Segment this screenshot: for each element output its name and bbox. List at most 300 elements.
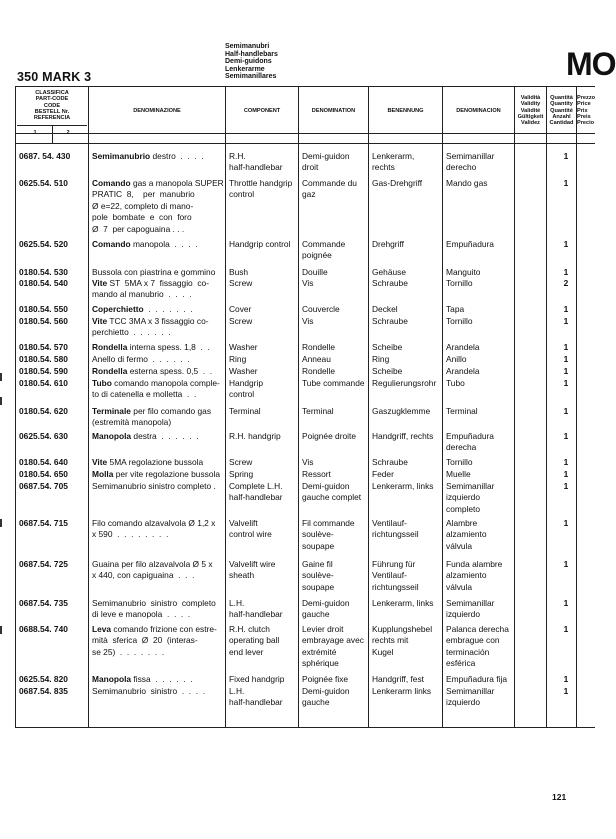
spanish-line: Muelle (446, 469, 471, 479)
spanish-line: alzamiento (446, 529, 487, 540)
german-line: Feder (372, 469, 394, 479)
header-bottom-rule (15, 133, 595, 134)
italian-description (92, 559, 213, 582)
german-description (372, 239, 404, 250)
spanish-line: derecha (446, 442, 477, 453)
english-description (229, 518, 272, 541)
spanish-description (446, 624, 509, 670)
english-line: Spring (229, 469, 254, 479)
french-line: embrayage avec (302, 635, 364, 646)
german-description (372, 624, 432, 658)
italian-line: per filo comando gas (130, 406, 212, 416)
quantity-value: 2 (563, 278, 569, 288)
english-description (229, 431, 281, 442)
quantity-value: 1 (563, 366, 569, 376)
col-rule-3 (298, 86, 299, 727)
col-header-code: CLASSIFICA PART-CODE CODE BESTELL Nr. REFERENCIA (33, 90, 71, 122)
english-description (229, 406, 261, 417)
english-line: Screw (229, 278, 253, 288)
german-line: Drehgriff (372, 239, 404, 249)
spanish-line: Mando gas (446, 178, 488, 188)
italian-keyword: Rondella (92, 366, 128, 376)
italian-line: Semimanubrio sinistro completo . (92, 481, 216, 491)
italian-line: perchietto . . . . . . (92, 327, 171, 338)
binding-mark (0, 519, 2, 527)
italian-line: comando manopola comple- (111, 378, 220, 388)
col-header-validity: Validità Validity Validité Gültigkeit Validez (517, 95, 544, 127)
german-line: Gas-Drehgriff (372, 178, 423, 188)
italian-line: Bussola con piastrina e gommino (92, 267, 216, 277)
spanish-line: Funda alambre (446, 559, 503, 569)
spanish-line: Manguito (446, 267, 481, 277)
italian-description (92, 598, 216, 621)
english-line: R.H. (229, 151, 246, 161)
spanish-description (446, 178, 487, 189)
german-line: Ventilauf- (372, 518, 407, 528)
spanish-line: Terminal (446, 406, 478, 416)
english-line: Screw (229, 316, 253, 326)
italian-description (92, 267, 215, 278)
german-description (372, 559, 419, 593)
german-description (372, 354, 389, 365)
code-sub-divider (52, 125, 53, 143)
spanish-line: Empuñadura fija (446, 674, 507, 684)
english-description (229, 598, 283, 621)
part-code: 0180.54. 540 (19, 278, 68, 288)
italian-keyword: Molla (92, 469, 114, 479)
german-description (372, 342, 402, 353)
english-line: Washer (229, 342, 258, 352)
german-line: richtungsseil (372, 529, 419, 540)
german-line: Gaszugklemme (372, 406, 431, 416)
part-code: 0687.54. 715 (19, 518, 68, 528)
italian-line: mità sferica Ø 20 (interas- (92, 635, 198, 646)
french-line: gauche (302, 609, 330, 620)
col-header-french: DENOMINATION (311, 108, 356, 114)
italian-description (92, 278, 209, 301)
spanish-description (446, 559, 502, 593)
spanish-description (446, 366, 480, 377)
italian-description (92, 304, 193, 315)
french-description (302, 239, 345, 262)
part-code: 0180.54. 620 (19, 406, 68, 416)
italian-description (92, 469, 220, 480)
german-description (372, 378, 436, 389)
english-description (229, 342, 258, 353)
italian-line: x 590 . . . . . . . . (92, 529, 169, 540)
title-it: Semimanubri (225, 43, 270, 50)
part-code: 0180.54. 560 (19, 316, 68, 326)
german-description (372, 457, 408, 468)
col-header-code-sub-2: 2 (66, 130, 70, 136)
quantity-value: 1 (563, 304, 569, 314)
german-line: Ventilauf- (372, 570, 407, 581)
col-header-english: COMPONENT (243, 108, 281, 114)
spanish-description (446, 278, 473, 289)
french-line: Levier droit (302, 624, 344, 634)
english-line: R.H. handgrip (229, 431, 281, 441)
col-rule-6 (514, 86, 515, 727)
quantity-value: 1 (563, 267, 569, 277)
italian-keyword: Coperchietto (92, 304, 144, 314)
german-line: Lenkerarm, links (372, 481, 434, 491)
model-name: 350 MARK 3 (17, 70, 92, 84)
part-code: 0180.54. 640 (19, 457, 68, 467)
italian-description (92, 178, 224, 235)
italian-line: x 440, con capiguaina . . . (92, 570, 195, 581)
brand-logo-text: MO (566, 46, 616, 82)
french-description (302, 518, 355, 552)
spanish-line: completo (446, 503, 480, 514)
german-line: richtungsseil (372, 581, 419, 592)
binding-mark (0, 397, 2, 405)
french-line: Douille (302, 267, 328, 277)
part-code: 0180.54. 580 (19, 354, 68, 364)
english-line: control (229, 389, 255, 400)
english-line: half-handlebar (229, 492, 283, 503)
part-code: 0687.54. 735 (19, 598, 68, 608)
italian-description (92, 151, 204, 162)
english-description (229, 354, 246, 365)
german-description (372, 278, 408, 289)
french-description (302, 406, 334, 417)
german-description (372, 304, 398, 315)
german-line: Deckel (372, 304, 398, 314)
italian-description (92, 378, 220, 401)
italian-description (92, 686, 205, 697)
french-line: Vis (302, 278, 314, 288)
english-description (229, 469, 253, 480)
french-line: Tube commande (302, 378, 365, 388)
italian-line: PRATIC 8, per manubrio (92, 189, 195, 200)
quantity-value: 1 (563, 674, 569, 684)
spanish-description (446, 431, 494, 454)
italian-description (92, 406, 211, 429)
italian-keyword: Comando (92, 178, 131, 188)
part-code: 0625.54. 820 (19, 674, 68, 684)
spanish-line: Semimanillar (446, 151, 495, 161)
english-description (229, 674, 284, 685)
spanish-line: izquierdo (446, 697, 480, 708)
french-line: Commande (302, 239, 346, 249)
german-line: Scheibe (372, 366, 403, 376)
french-line: extrémité (302, 646, 337, 657)
col-header-german: BENENNUNG (387, 108, 424, 114)
spanish-line: izquierdo (446, 492, 480, 503)
english-line: control wire (229, 529, 272, 540)
italian-description (92, 457, 203, 468)
french-line: Poignée fixe (302, 674, 349, 684)
english-line: control (229, 189, 255, 200)
spanish-description (446, 457, 473, 468)
french-description (302, 316, 313, 327)
col-rule-1 (88, 86, 89, 727)
italian-keyword: Vite (92, 278, 108, 288)
italian-keyword: Tubo (92, 378, 112, 388)
spanish-description (446, 518, 487, 552)
german-description (372, 674, 424, 685)
italian-line: ST 5MA x 7 fissaggio co- (107, 278, 210, 288)
part-code: 0180.54. 570 (19, 342, 68, 352)
german-description (372, 431, 433, 442)
italian-keyword: Terminale (92, 406, 131, 416)
french-description (302, 686, 349, 709)
english-description (229, 239, 290, 250)
french-line: sphérique (302, 658, 339, 669)
spanish-description (446, 598, 494, 621)
quantity-value: 1 (563, 598, 569, 608)
english-line: Handgrip control (229, 239, 291, 249)
italian-description (92, 316, 209, 339)
spanish-line: izquierdo (446, 609, 480, 620)
italian-line: fissa . . . . . . (131, 674, 193, 684)
quantity-value: 1 (563, 316, 569, 326)
part-code: 0687.54. 725 (19, 559, 68, 569)
italian-description (92, 366, 212, 377)
french-description (302, 674, 348, 685)
italian-description (92, 342, 210, 353)
part-code: 0688.54. 740 (19, 624, 68, 634)
italian-line: manopola . . . . (130, 239, 198, 249)
french-line: Vis (302, 316, 314, 326)
german-line: rechts (372, 162, 395, 173)
french-description (302, 267, 328, 278)
spanish-line: terminación (446, 646, 490, 657)
french-description (302, 366, 335, 377)
spanish-line: Alambre (446, 518, 478, 528)
quantity-value: 1 (563, 624, 569, 634)
english-line: Bush (229, 267, 249, 277)
french-line: soulève- (302, 529, 334, 540)
title-fr: Demi-guidons (225, 58, 272, 66)
french-line: Demi-guidon (302, 686, 350, 696)
italian-line: mando al manubrio . . . . (92, 289, 192, 300)
italian-keyword: Comando (92, 239, 131, 249)
spanish-line: Tornillo (446, 278, 473, 288)
section-title-list (225, 43, 278, 81)
french-line: Rondelle (302, 342, 336, 352)
french-line: soupape (302, 581, 335, 592)
quantity-value: 1 (563, 354, 569, 364)
italian-line: Ø e=22, completo di mano- (92, 200, 194, 211)
italian-keyword: Vite (92, 316, 108, 326)
english-description (229, 481, 283, 504)
french-description (302, 342, 335, 353)
french-description (302, 469, 331, 480)
french-line: Demi-guidon (302, 481, 350, 491)
french-line: gaz (302, 189, 316, 200)
german-line: Schraube (372, 278, 408, 288)
german-description (372, 267, 406, 278)
italian-line: se 25) . . . . . . . (92, 646, 165, 657)
quantity-value: 1 (563, 178, 569, 188)
italian-line: Semimanubrio sinistro . . . . (92, 686, 206, 696)
spanish-description (446, 239, 494, 250)
english-line: Valvelift wire (229, 559, 276, 569)
german-description (372, 481, 433, 492)
italian-description (92, 481, 216, 492)
french-line: Demi-guidon (302, 151, 350, 161)
spanish-description (446, 469, 471, 480)
french-line: soupape (302, 540, 335, 551)
spanish-line: válvula (446, 540, 473, 551)
german-line: Führung für (372, 559, 416, 569)
german-line: Schraube (372, 457, 408, 467)
spanish-description (446, 481, 494, 515)
french-line: gauche complet (302, 492, 362, 503)
english-description (229, 378, 263, 401)
table-top-rule (15, 86, 595, 87)
french-description (302, 178, 357, 201)
italian-line: TCC 3MA x 3 fissaggio co- (107, 316, 209, 326)
part-code: 0180.54. 590 (19, 366, 68, 376)
english-description (229, 267, 248, 278)
spanish-line: derecho (446, 162, 477, 173)
french-line: Ressort (302, 469, 331, 479)
french-description (302, 151, 349, 174)
french-line: Poignée droite (302, 431, 357, 441)
spanish-line: válvula (446, 581, 473, 592)
spanish-line: Tapa (446, 304, 465, 314)
german-description (372, 178, 422, 189)
italian-line: destra . . . . . . (131, 431, 199, 441)
german-description (372, 518, 419, 541)
french-line: Commande du (302, 178, 357, 188)
quantity-value: 1 (563, 481, 569, 491)
italian-keyword: Manopola (92, 674, 132, 684)
english-line: L.H. (229, 598, 245, 608)
french-description (302, 624, 364, 670)
german-description (372, 316, 408, 327)
english-line: operating ball (229, 635, 280, 646)
german-line: Lenkerarm, (372, 151, 415, 161)
english-description (229, 366, 258, 377)
col-rule-4 (368, 86, 369, 727)
col-rule-2 (225, 86, 226, 727)
part-code: 0180.54. 610 (19, 378, 68, 388)
title-es: Semimanillares (225, 73, 277, 81)
italian-line: pole bombate e con foro (92, 212, 192, 223)
spanish-line: embrague con (446, 635, 500, 646)
english-line: Valvelift (229, 518, 258, 528)
spanish-line: Tornillo (446, 457, 473, 467)
page-number: 121 (552, 792, 567, 802)
english-description (229, 457, 252, 468)
german-description (372, 406, 430, 417)
quantity-value: 1 (563, 469, 569, 479)
col-header-italian: DENOMINAZIONE (133, 108, 181, 114)
col-rule-8 (576, 86, 577, 727)
spanish-description (446, 354, 466, 365)
italian-keyword: Vite (92, 457, 108, 467)
spanish-line: alzamiento (446, 570, 487, 581)
spanish-line: Semimanillar (446, 598, 495, 608)
english-description (229, 559, 275, 582)
english-line: Washer (229, 366, 258, 376)
italian-line: (estremità manopola) (92, 417, 172, 428)
italian-line: Filo comando alzavalvola Ø 1,2 x (92, 518, 216, 528)
quantity-value: 1 (563, 431, 569, 441)
italian-keyword: Manopola (92, 431, 132, 441)
col-header-price: Prezzo Price Prix Preis Precio (577, 95, 596, 127)
french-line: Fil commande (302, 518, 355, 528)
italian-line: per vite regolazione bussola (113, 469, 221, 479)
german-line: Lenkerarm links (372, 686, 432, 696)
german-line: Schraube (372, 316, 408, 326)
german-description (372, 686, 431, 697)
quantity-value: 1 (563, 342, 569, 352)
german-line: Handgriff, rechts (372, 431, 434, 441)
english-line: Complete L.H. (229, 481, 283, 491)
english-description (229, 178, 292, 201)
italian-description (92, 431, 199, 442)
english-line: Throttle handgrip (229, 178, 293, 188)
part-code: 0687. 54. 430 (19, 151, 71, 161)
italian-line: Anello di fermo . . . . . . (92, 354, 190, 364)
col-header-spanish: DENOMINACION (456, 108, 501, 114)
spanish-line: Tornillo (446, 316, 473, 326)
german-line: Lenkerarm, links (372, 598, 434, 608)
quantity-value: 1 (563, 457, 569, 467)
quantity-value: 1 (563, 518, 569, 528)
english-line: Fixed handgrip (229, 674, 285, 684)
spanish-description (446, 674, 507, 685)
italian-keyword: Rondella (92, 342, 128, 352)
col-header-code-sub-1: 1 (33, 130, 37, 136)
italian-line: Semimanubrio sinistro completo (92, 598, 216, 608)
french-description (302, 431, 356, 442)
english-description (229, 151, 283, 174)
french-description (302, 354, 331, 365)
german-line: Kugel (372, 646, 394, 657)
italian-keyword: Semimanubrio (92, 151, 151, 161)
spanish-line: Semimanillar (446, 686, 495, 696)
english-description (229, 304, 251, 315)
quantity-value: 1 (563, 406, 569, 416)
italian-line: to di catenella e molletta . . (92, 389, 197, 400)
german-line: Kupplungshebel (372, 624, 433, 634)
italian-line: interna spess. 1,8 . . (127, 342, 210, 352)
italian-description (92, 624, 217, 658)
col-header-quantity: Quantità Quantity Quantité Anzahl Cantidad (549, 95, 574, 127)
italian-line: destro . . . . (150, 151, 204, 161)
col-rule-7 (546, 86, 547, 727)
french-line: gauche (302, 697, 330, 708)
spanish-description (446, 342, 480, 353)
italian-line: esterna spess. 0,5 . . (127, 366, 213, 376)
col-rule-5 (442, 86, 443, 727)
french-description (302, 598, 349, 621)
french-line: Demi-guidon (302, 598, 350, 608)
quantity-value: 1 (563, 686, 569, 696)
german-line: Regulierungsrohr (372, 378, 437, 388)
binding-mark (0, 373, 2, 381)
english-line: half-handlebar (229, 697, 283, 708)
spanish-description (446, 267, 480, 278)
italian-line: Guaina per filo alzavalvola Ø 5 x (92, 559, 213, 569)
part-code: 0687.54. 705 (19, 481, 68, 491)
italian-line: Ø 7 per capoguaina . . . (92, 223, 185, 234)
title-en: Half-handlebars (225, 50, 278, 58)
spanish-description (446, 304, 464, 315)
english-description (229, 624, 279, 658)
spanish-line: esférica (446, 658, 476, 669)
french-line: Vis (302, 457, 314, 467)
french-line: Rondelle (302, 366, 336, 376)
spanish-description (446, 378, 465, 389)
italian-description (92, 239, 198, 250)
quantity-value: 1 (563, 378, 569, 388)
